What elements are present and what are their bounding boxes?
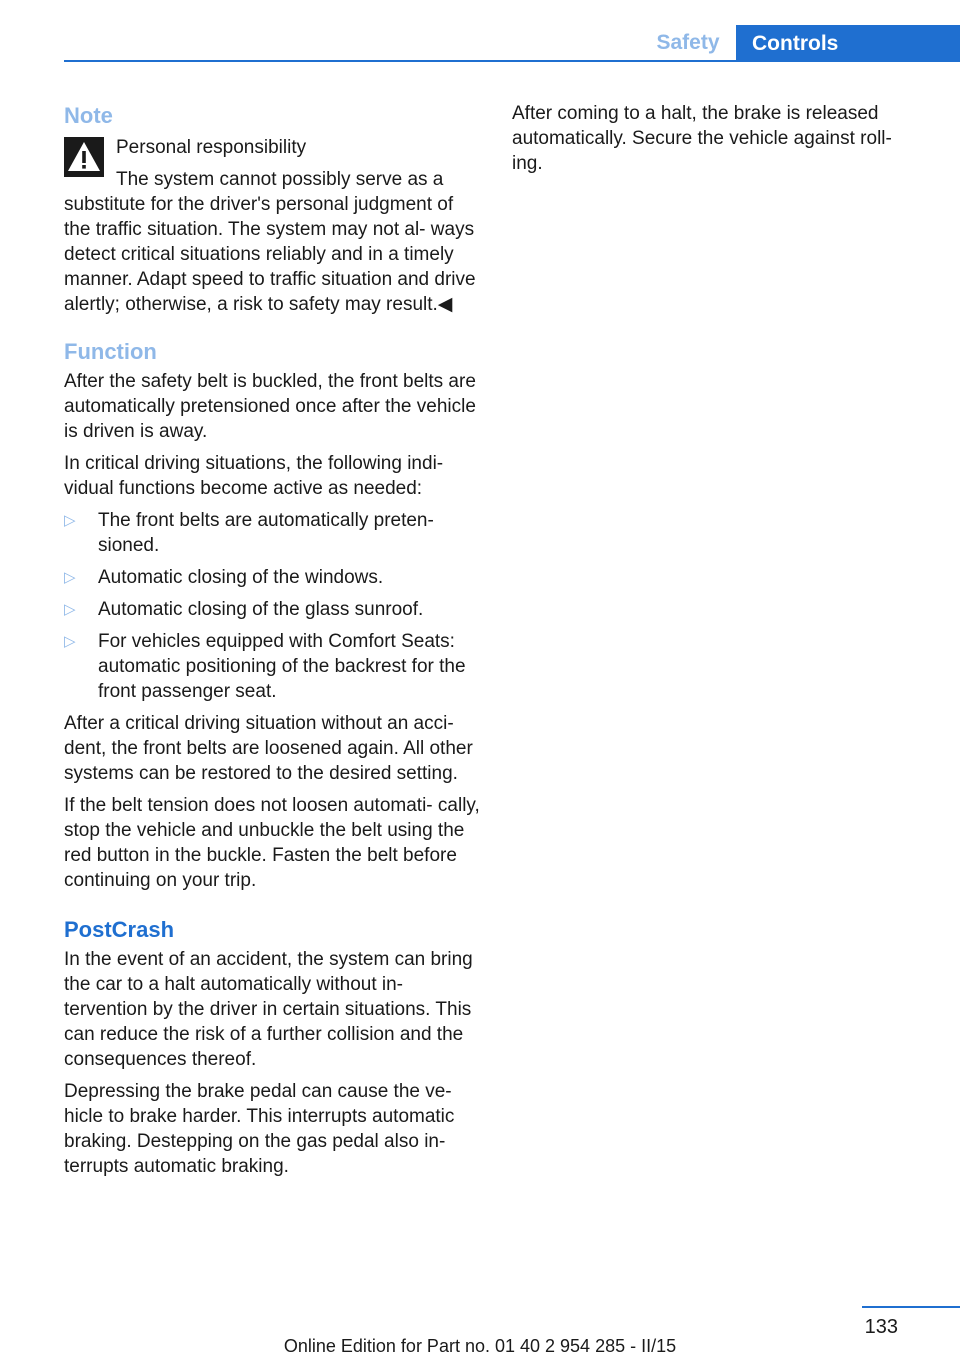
left-column — [64, 101, 484, 1186]
list-item — [64, 508, 484, 558]
function-paragraph-3: After a critical driving situation without an acci- dent, the front belts are loosened again. All other systems can be restored to the desired setting. — [64, 713, 473, 784]
warning-triangle-icon — [64, 137, 104, 177]
tab-controls[interactable]: Controls — [736, 25, 960, 62]
edition-footer: Online Edition for Part no. 01 40 2 954 285 - II/15 — [283, 1336, 677, 1356]
function-bullet-list — [64, 508, 484, 704]
function-paragraph-1: After the safety belt is buckled, the front belts are automatically pretensioned once after the vehicle is driven is away. — [64, 371, 476, 442]
list-item-text: Automatic closing of the windows. — [98, 567, 384, 588]
bullet-triangle-icon: ▷ — [64, 569, 76, 586]
list-item — [64, 565, 484, 590]
list-item — [64, 597, 484, 622]
list-item — [64, 629, 484, 704]
note-subtitle: Personal responsibility — [116, 137, 307, 158]
note-block — [64, 135, 484, 317]
bullet-triangle-icon: ▷ — [64, 512, 76, 529]
tab-safety[interactable]: Safety — [656, 31, 720, 54]
bullet-triangle-icon: ▷ — [64, 601, 76, 618]
page-number: 133 — [864, 1316, 898, 1338]
postcrash-paragraph-1: In the event of an accident, the system can bring the car to a halt automatically without in- tervention by the driver in certain situations. This can reduce the risk of a further collision and the consequences thereof. — [64, 949, 473, 1070]
list-item-text: Automatic closing of the glass sunroof. — [98, 599, 424, 620]
postcrash-paragraph-3: After coming to a halt, the brake is released automatically. Secure the vehicle against roll- ing. — [512, 103, 892, 174]
note-title: Note — [64, 103, 113, 128]
function-paragraph-4: If the belt tension does not loosen automati- cally, stop the vehicle and unbuckle the belt using the red button in the buckle. Fasten the belt before continuing on your trip. — [64, 795, 480, 891]
list-item-text: For vehicles equipped with Comfort Seats: automatic positioning of the backrest for the front passenger seat. — [98, 631, 466, 702]
footer-rule — [862, 1306, 960, 1308]
function-heading: Function — [64, 339, 157, 364]
function-paragraph-2: In critical driving situations, the following indi- vidual functions become active as needed: — [64, 453, 444, 499]
postcrash-paragraph-2: Depressing the brake pedal can cause the ve- hicle to brake harder. This interrupts automatic braking. Destepping on the gas pedal also in- terrupts automatic braking. — [64, 1081, 455, 1177]
postcrash-heading: PostCrash — [64, 917, 175, 942]
list-item-text: The front belts are automatically preten- sioned. — [98, 510, 434, 556]
right-column — [512, 101, 922, 183]
note-text: The system cannot possibly serve as a substitute for the driver's personal judgment of the traffic situation. The system may not al- ways detect critical situations reliably and in a timely manner. Adapt speed to traffic situation and drive alertly; otherwise, a risk to safety may result.◀ — [64, 169, 476, 315]
bullet-triangle-icon: ▷ — [64, 633, 76, 650]
